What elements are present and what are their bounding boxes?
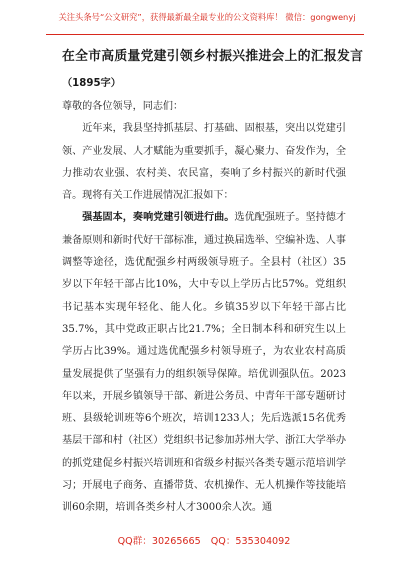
section-1-paragraph xyxy=(62,207,346,519)
header-divider xyxy=(46,34,364,35)
qq-group: QQ群：30265665 xyxy=(117,536,201,547)
promo-banner: 关注头条号“公文研究”，获得最新最全最专业的公文资料库！ 微信：gongwenyj xyxy=(58,12,356,22)
section-1-text: 选优配强班子。坚持德才兼备原则和新时代好干部标准，通过换届选举、空编补选、人事调整等途径，选优配强乡村两级领导班子。全县村（社区）35岁以下年轻干部占比10%，大中专以上学历占比57%。党组织书记基本实现年轻化、能人化。乡镇35岁以下年轻干部占比35.7%，其中党政正职占比21.7%；全日制本科和研究生以上学历占比39%。通过选优配强乡村领导班子，为农业农村高质量发展提供了坚强有力的组织领导保障。培优训强队伍。2023年以来，开展乡镇领导干部、新进公务员、中青年干部专题研讨班、县级轮训班等6个班次，培训1233人；先后选派15名优秀基层干部和村（社区）党组织书记参加苏州大学、浙江大学举办的抓党建促乡村振兴培训班和省级乡村振兴各类专题示范培训学习；开展电子商务、直播带货、农机操作、无人机操作等技能培训60余期，培训各类乡村人才3000余人次。通 xyxy=(62,212,347,514)
section-1-heading: 强基固本，奏响党建引领进行曲。 xyxy=(82,212,235,224)
document-title: 在全市高质量党建引领乡村振兴推进会上的汇报发言 xyxy=(62,49,364,64)
intro-paragraph: 近年来，我县坚持抓基层、打基础、固根基，突出以党建引领、产业发展、人才赋能为重要抓手，凝心聚力、奋发作为，全力推动农业强、农村美、农民富，奏响了乡村振兴的新时代强音。现将有关工作进展情况汇报如下： xyxy=(62,123,346,202)
qq-contact: QQ：535304092 xyxy=(210,536,291,547)
salutation: 尊敬的各位领导，同志们： xyxy=(62,101,184,112)
contact-footer xyxy=(0,535,408,549)
word-count: （1895字） xyxy=(62,78,121,89)
document-body xyxy=(62,96,346,520)
